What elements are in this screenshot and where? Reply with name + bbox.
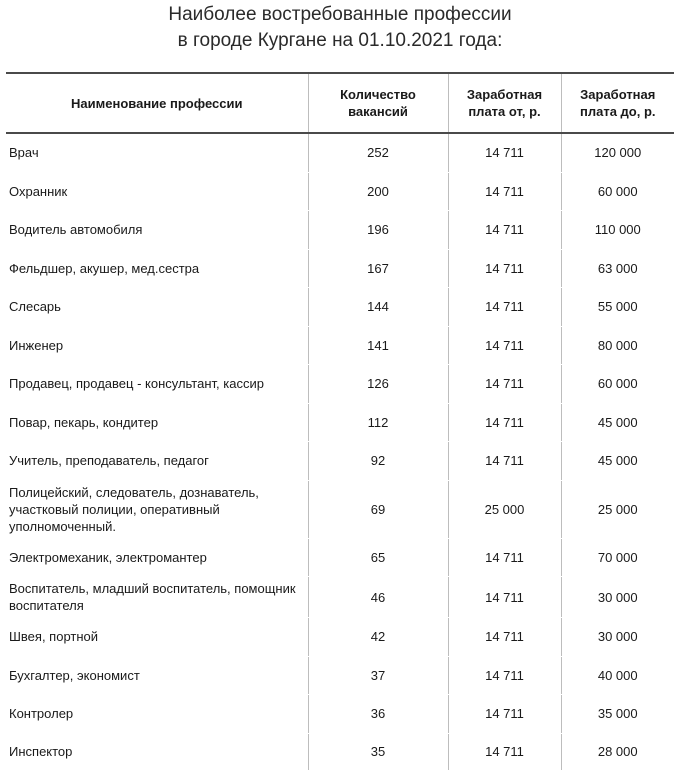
cell-salary-to: 45 000 [561, 403, 674, 442]
cell-salary-from: 14 711 [448, 211, 561, 250]
cell-profession: Врач [6, 133, 308, 172]
cell-salary-to: 60 000 [561, 172, 674, 211]
cell-salary-to: 30 000 [561, 577, 674, 618]
cell-profession: Инспектор [6, 733, 308, 770]
title-line-2: в городе Кургане на 01.10.2021 года: [177, 30, 503, 51]
table-header [6, 73, 674, 133]
cell-salary-from: 14 711 [448, 538, 561, 577]
cell-salary-from: 14 711 [448, 733, 561, 770]
header-salary-to: Заработная плата до, р. [561, 73, 674, 133]
cell-salary-from: 14 711 [448, 326, 561, 365]
cell-vacancies: 69 [308, 480, 448, 538]
cell-vacancies: 37 [308, 656, 448, 695]
cell-vacancies: 167 [308, 249, 448, 288]
cell-profession: Учитель, преподаватель, педагог [6, 442, 308, 481]
cell-vacancies: 141 [308, 326, 448, 365]
title-line-1: Наиболее востребованные профессии [168, 4, 512, 25]
cell-vacancies: 92 [308, 442, 448, 481]
table-row [6, 480, 674, 538]
table-row [6, 326, 674, 365]
cell-salary-from: 14 711 [448, 618, 561, 657]
cell-salary-from: 14 711 [448, 133, 561, 172]
cell-salary-to: 45 000 [561, 442, 674, 481]
cell-profession: Охранник [6, 172, 308, 211]
cell-salary-from: 25 000 [448, 480, 561, 538]
cell-salary-to: 30 000 [561, 618, 674, 657]
table-row [6, 133, 674, 172]
table-row [6, 577, 674, 618]
cell-salary-from: 14 711 [448, 365, 561, 404]
cell-vacancies: 42 [308, 618, 448, 657]
cell-salary-to: 110 000 [561, 211, 674, 250]
cell-salary-to: 120 000 [561, 133, 674, 172]
table-row [6, 403, 674, 442]
cell-salary-to: 70 000 [561, 538, 674, 577]
header-row [6, 73, 674, 133]
cell-vacancies: 252 [308, 133, 448, 172]
header-salary-from: Заработная плата от, р. [448, 73, 561, 133]
cell-vacancies: 36 [308, 695, 448, 734]
table-row [6, 365, 674, 404]
cell-profession: Полицейский, следователь, дознаватель, участковый полиции, оперативный уполномоченный. [6, 480, 308, 538]
table-row [6, 733, 674, 770]
cell-profession: Электромеханик, электромантер [6, 538, 308, 577]
table-row [6, 172, 674, 211]
cell-profession: Фельдшер, акушер, мед.сестра [6, 249, 308, 288]
cell-vacancies: 112 [308, 403, 448, 442]
cell-salary-from: 14 711 [448, 249, 561, 288]
cell-profession: Швея, портной [6, 618, 308, 657]
cell-vacancies: 126 [308, 365, 448, 404]
table-row [6, 618, 674, 657]
cell-profession: Контролер [6, 695, 308, 734]
professions-table [6, 72, 674, 771]
cell-salary-to: 60 000 [561, 365, 674, 404]
cell-profession: Воспитатель, младший воспитатель, помощник воспитателя [6, 577, 308, 618]
cell-salary-from: 14 711 [448, 577, 561, 618]
table-body [6, 133, 674, 770]
header-profession: Наименование профессии [6, 73, 308, 133]
table-row [6, 538, 674, 577]
table-row [6, 695, 674, 734]
cell-salary-from: 14 711 [448, 172, 561, 211]
cell-vacancies: 46 [308, 577, 448, 618]
header-vacancies: Количество вакансий [308, 73, 448, 133]
cell-salary-to: 80 000 [561, 326, 674, 365]
cell-vacancies: 65 [308, 538, 448, 577]
cell-vacancies: 144 [308, 288, 448, 327]
cell-profession: Бухгалтер, экономист [6, 656, 308, 695]
cell-salary-from: 14 711 [448, 442, 561, 481]
cell-salary-from: 14 711 [448, 288, 561, 327]
table-row [6, 288, 674, 327]
cell-salary-to: 25 000 [561, 480, 674, 538]
cell-profession: Слесарь [6, 288, 308, 327]
cell-vacancies: 196 [308, 211, 448, 250]
table-row [6, 656, 674, 695]
table-row [6, 249, 674, 288]
table-row [6, 211, 674, 250]
cell-salary-to: 28 000 [561, 733, 674, 770]
page-title [0, 2, 680, 54]
cell-salary-to: 55 000 [561, 288, 674, 327]
cell-profession: Водитель автомобиля [6, 211, 308, 250]
cell-vacancies: 35 [308, 733, 448, 770]
cell-salary-from: 14 711 [448, 695, 561, 734]
cell-salary-from: 14 711 [448, 403, 561, 442]
cell-salary-from: 14 711 [448, 656, 561, 695]
cell-profession: Повар, пекарь, кондитер [6, 403, 308, 442]
cell-vacancies: 200 [308, 172, 448, 211]
cell-profession: Продавец, продавец - консультант, кассир [6, 365, 308, 404]
table-row [6, 442, 674, 481]
cell-salary-to: 63 000 [561, 249, 674, 288]
cell-salary-to: 40 000 [561, 656, 674, 695]
cell-salary-to: 35 000 [561, 695, 674, 734]
cell-profession: Инженер [6, 326, 308, 365]
